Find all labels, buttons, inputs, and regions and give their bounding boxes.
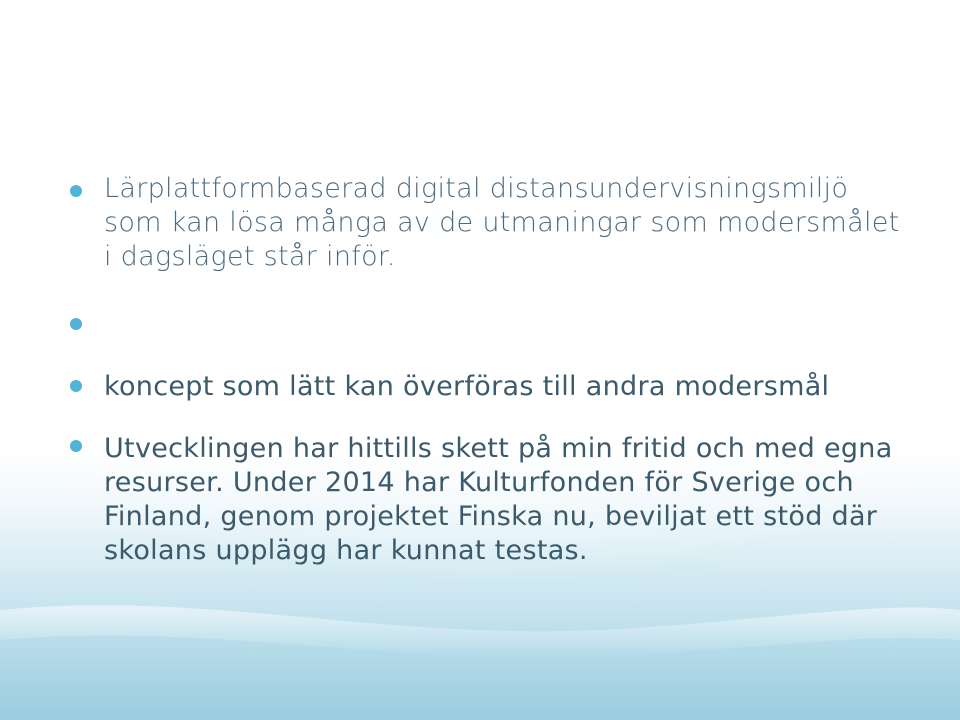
bullet-text: Utvecklingen har hittills skett på min fritid och med egna resurser. Under 2014 har Kulturfonden för Sverige och Finland, genom projektet Finska nu, beviljat ett stöd där skolans upplägg har kunnat testas. <box>104 433 893 566</box>
bullet-text: Lärplattformbaserad digital distansundervisningsmiljö som kan lösa många av de utmaningar som modersmålet i dagsläget står inför. <box>104 173 900 272</box>
bullet-dot-icon <box>70 185 82 197</box>
bullet-dot-icon <box>70 318 82 330</box>
bullet-dot-icon <box>70 440 82 452</box>
bullet-dot-icon <box>70 380 82 392</box>
bullet-text: koncept som lätt kan överföras till andra modersmål <box>104 371 830 402</box>
